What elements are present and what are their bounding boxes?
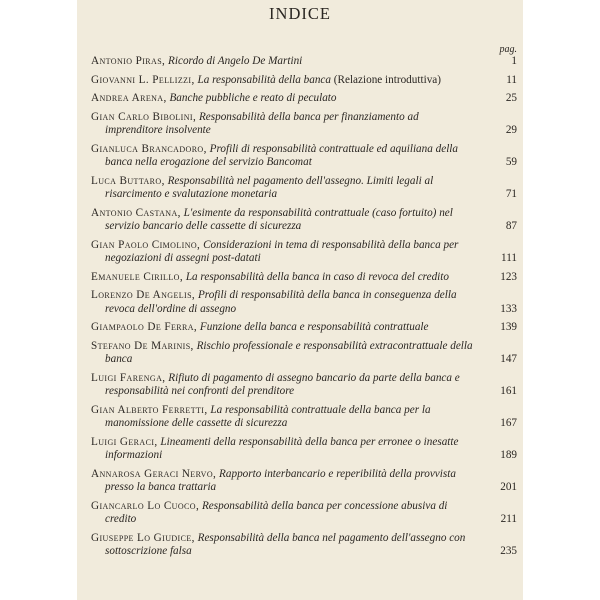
index-entry bbox=[91, 404, 517, 431]
entry-title: Rischio professionale e responsabilità extracontrattuale della banca bbox=[105, 339, 473, 365]
entry-author: Antonio Castana, bbox=[91, 206, 181, 219]
entry-page: 71 bbox=[505, 188, 517, 200]
index-entry bbox=[91, 372, 517, 399]
entry-title: La responsabilità contrattuale della banca per la manomissione delle cassette di sicurezza bbox=[105, 403, 431, 429]
index-entry bbox=[91, 55, 517, 69]
entry-page: 133 bbox=[500, 302, 517, 315]
entry-author: Giovanni L. Pellizzi, bbox=[91, 73, 195, 86]
entry-author: Luca Buttaro, bbox=[91, 174, 165, 187]
entry-page: 87 bbox=[505, 220, 517, 232]
entry-title: Funzione della banca e responsabilità contrattuale bbox=[199, 321, 429, 333]
index-entry bbox=[91, 468, 517, 495]
entry-page: 25 bbox=[505, 92, 517, 104]
entry-author: Andrea Arena, bbox=[91, 92, 167, 104]
page-title: INDICE bbox=[269, 4, 331, 23]
entry-title: La responsabilità della banca in caso di revoca del credito bbox=[185, 270, 449, 283]
entry-author: Gian Alberto Ferretti, bbox=[91, 403, 208, 416]
index-entry bbox=[91, 321, 517, 335]
entry-author: Gian Carlo Bibolini, bbox=[91, 110, 197, 123]
entry-author: Stefano De Marinis, bbox=[91, 339, 194, 352]
entry-title: Rifiuto di pagamento di assegno bancario da parte della banca e responsabilità nei confronti del prenditore bbox=[105, 371, 460, 397]
entry-author: Luigi Farenga, bbox=[91, 371, 166, 384]
entry-title: Responsabilità della banca per finanziamento ad imprenditore insolvente bbox=[105, 110, 419, 136]
entry-title: Banche pubbliche e reato di peculato bbox=[169, 92, 337, 104]
index-entry bbox=[91, 532, 517, 559]
entry-page: 11 bbox=[506, 73, 517, 86]
entry-title: Profili di responsabilità contrattuale ed aquiliana della banca nella erogazione del servizio Bancomat bbox=[105, 142, 459, 168]
entry-page: 189 bbox=[500, 449, 517, 461]
index-entry bbox=[91, 500, 517, 527]
entry-author: Gianluca Brancadoro, bbox=[91, 142, 207, 155]
index-entry bbox=[91, 207, 517, 234]
index-entry bbox=[91, 92, 517, 106]
entry-title: Responsabilità nel pagamento dell'assegno. Limiti legali al risarcimento e svalutazione monetaria bbox=[105, 174, 434, 200]
entry-page: 211 bbox=[500, 513, 517, 525]
entry-page: 29 bbox=[505, 124, 517, 136]
entry-title: Ricordo di Angelo De Martini bbox=[168, 55, 303, 67]
index-entry bbox=[91, 436, 517, 463]
entry-title: Responsabilità della banca per concessione abusiva di credito bbox=[105, 499, 448, 525]
entry-page: 1 bbox=[511, 55, 517, 67]
entry-title: Lineamenti della responsabilità della banca per erronee o inesatte informazioni bbox=[105, 435, 459, 461]
index-entry bbox=[91, 271, 517, 285]
entry-page: 147 bbox=[500, 353, 517, 365]
index-list bbox=[91, 55, 517, 564]
entry-title: L'esimente da responsabilità contrattuale (caso fortuito) nel servizio bancario delle cassette di sicurezza bbox=[105, 206, 453, 232]
entry-author: Antonio Piras, bbox=[91, 55, 166, 67]
index-entry bbox=[91, 239, 517, 266]
entry-author: Giancarlo Lo Cuoco, bbox=[91, 499, 200, 512]
entry-title: Responsabilità della banca nel pagamento dell'assegno con sottoscrizione falsa bbox=[105, 531, 466, 557]
entry-author: Luigi Geraci, bbox=[91, 435, 158, 448]
entry-title: Profili di responsabilità della banca in conseguenza della revoca dell'ordine di assegno bbox=[105, 289, 457, 315]
entry-title: Rapporto interbancario e reperibilità della provvista presso la banca trattaria bbox=[105, 467, 456, 493]
entry-page: 59 bbox=[505, 156, 517, 168]
entry-title: La responsabilità della banca bbox=[197, 73, 331, 86]
entry-author: Giampaolo De Ferra, bbox=[91, 321, 198, 333]
entry-title: Considerazioni in tema di responsabilità della banca per negoziazioni di assegni post-datati bbox=[105, 238, 459, 264]
entry-author: Giuseppe Lo Giudice, bbox=[91, 531, 195, 544]
entry-author: Annarosa Geraci Nervo, bbox=[91, 467, 217, 480]
entry-note: (Relazione introduttiva) bbox=[333, 73, 441, 86]
entry-page: 123 bbox=[500, 270, 517, 283]
index-entry bbox=[91, 340, 517, 367]
entry-page: 201 bbox=[500, 481, 517, 493]
entry-author: Gian Paolo Cimolino, bbox=[91, 238, 201, 251]
book-page bbox=[77, 0, 523, 600]
entry-author: Lorenzo De Angelis, bbox=[91, 289, 196, 301]
index-entry bbox=[91, 143, 517, 170]
index-entry bbox=[91, 175, 517, 202]
index-entry bbox=[91, 289, 517, 316]
page-column-label: pag. bbox=[499, 44, 517, 55]
entry-page: 161 bbox=[500, 385, 517, 397]
entry-page: 235 bbox=[500, 545, 517, 557]
index-entry bbox=[91, 111, 517, 138]
entry-page: 111 bbox=[501, 252, 517, 264]
entry-author: Emanuele Cirillo, bbox=[91, 270, 184, 283]
entry-page: 139 bbox=[500, 321, 517, 333]
index-entry bbox=[91, 74, 517, 88]
entry-page: 167 bbox=[500, 417, 517, 429]
